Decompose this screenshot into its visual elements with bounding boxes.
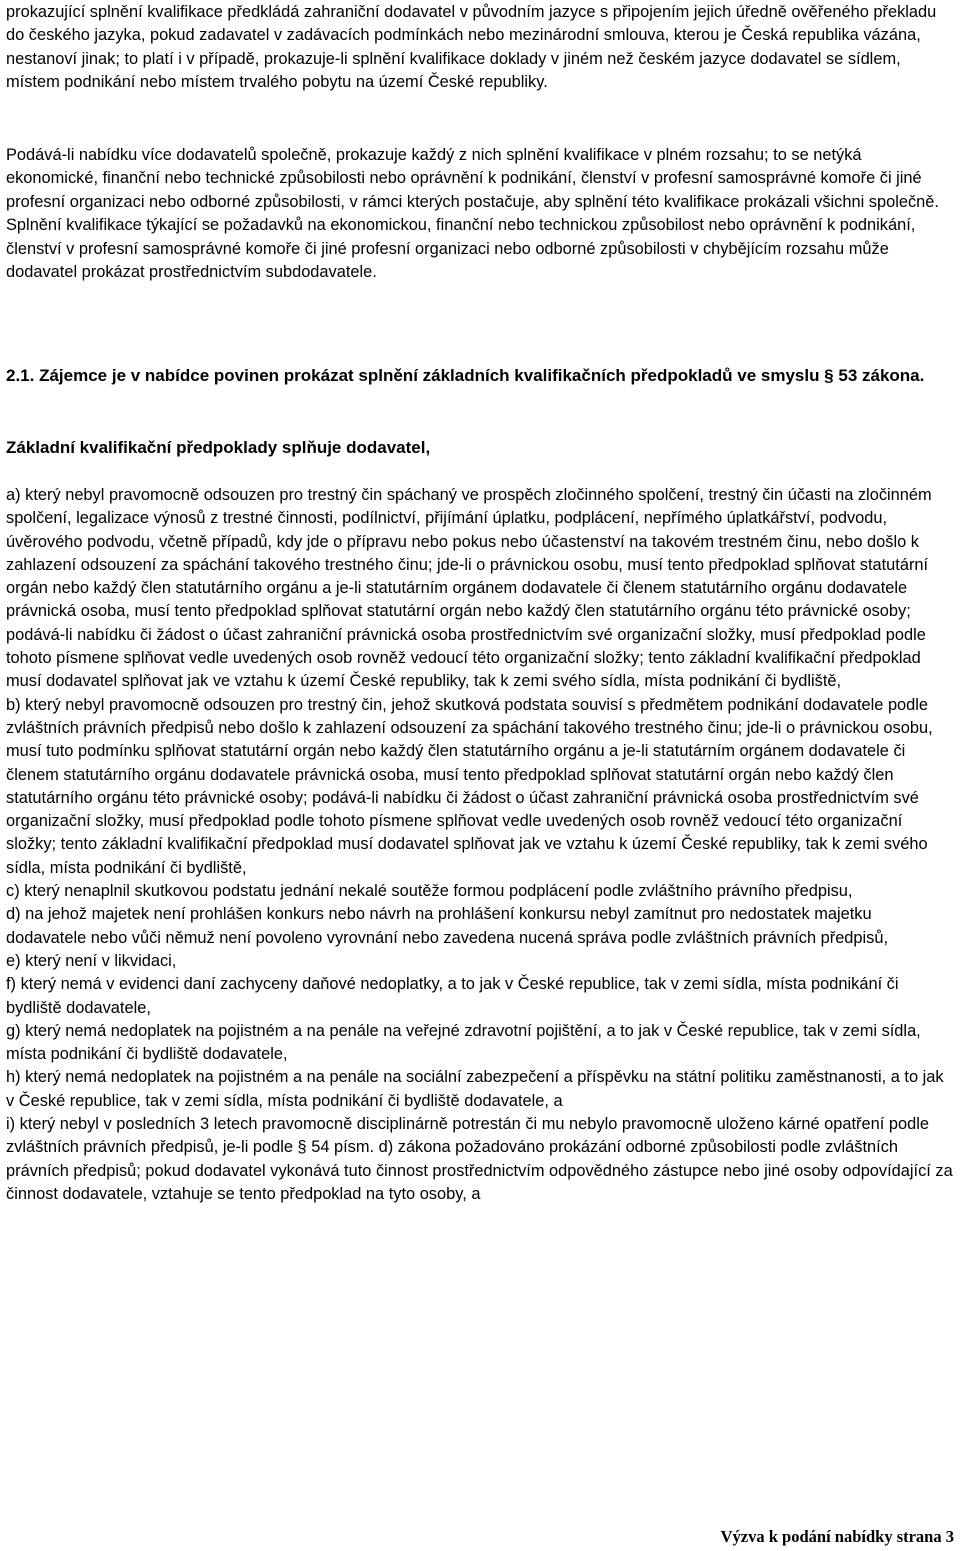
list-item-h: h) který nemá nedoplatek na pojistném a na penále na sociální zabezpečení a příspěvku na státní politiku zaměstnanosti, a to jak v České republice, tak v zemi sídla, místa podnikání či bydliště dodavatele, a [6, 1068, 944, 1110]
list-item-f: f) který nemá v evidenci daní zachyceny daňové nedoplatky, a to jak v České republice, tak v zemi sídla, místa podnikání či bydliště dodavatele, [6, 975, 899, 1017]
list-item-i: i) který nebyl v posledních 3 letech pravomocně disciplinárně potrestán či mu nebylo pravomocně uloženo kárné opatření podle zvláštních právních předpisů, je-li podle § 54 písm. d) zákona požadováno prokázání odborné způsobilosti podle zvláštních právních předpisů; pokud dodavatel vykonává tuto činnost prostřednictvím odpovědného zástupce nebo jiné osoby odpovídající za činnost dodavatele, vztahuje se tento předpoklad na tyto osoby, a [6, 1115, 953, 1203]
list-item-b: b) který nebyl pravomocně odsouzen pro trestný čin, jehož skutková podstata souvisí s předmětem podnikání dodavatele podle zvláštních právních předpisů nebo došlo k zahlazení odsouzení za spáchání takového trestného činu; jde-li o právnickou osobu, musí tuto podmínku splňovat statutární orgán nebo každý člen statutárního orgánu a je-li statutárním orgánem dodavatele či členem statutárního orgánu dodavatele právnická osoba, musí tento předpoklad splňovat statutární orgán nebo každý člen statutárního orgánu této právnické osoby; podává-li nabídku či žádost o účast zahraniční právnická osoba prostřednictvím své organizační složky, musí předpoklad podle tohoto písmene splňovat vedle uvedených osob rovněž vedoucí této organizační složky; tento základní kvalifikační předpoklad musí dodavatel splňovat jak ve vztahu k území České republiky, tak k zemi svého sídla, místa podnikání či bydliště, [6, 695, 933, 877]
page-footer: Výzva k podání nabídky strana 3 [720, 1527, 954, 1546]
qualification-list [6, 484, 956, 1206]
list-item-e: e) který není v likvidaci, [6, 951, 177, 970]
subsection-heading: Základní kvalifikační předpoklady splňuje dodavatel, [6, 438, 431, 457]
list-item-g: g) který nemá nedoplatek na pojistném a na penále na veřejné zdravotní pojištění, a to jak v České republice, tak v zemi sídla, místa podnikání či bydliště dodavatele, [6, 1021, 921, 1064]
section-heading: 2.1. Zájemce je v nabídce povinen prokázat splnění základních kvalifikačních předpokladů ve smyslu § 53 zákona. [6, 366, 925, 385]
list-item-d: d) na jehož majetek není prohlášen konkurs nebo návrh na prohlášení konkursu nebyl zamítnut pro nedostatek majetku dodavatele nebo vůči němuž není povoleno vyrovnání nebo zavedena nucená správa podle zvláštních právních předpisů, [6, 905, 889, 947]
joint-bid-paragraph: Podává-li nabídku více dodavatelů společně, prokazuje každý z nich splnění kvalifikace v plném rozsahu; to se netýká ekonomické, finanční nebo technické způsobilosti nebo oprávnění k podnikání, členství v profesní samosprávné komoře či jiné profesní organizaci nebo odborné způsobilosti, v rámci kterých postačuje, aby splnění této kvalifikace prokázali všichni společně. Splnění kvalifikace týkající se požadavků na ekonomickou, finanční nebo technickou způsobilost nebo oprávnění k podnikání, členství v profesní samosprávné komoře či jiné profesní organizaci nebo odborné způsobilosti v chybějícím rozsahu může dodavatel prokázat prostřednictvím subdodavatele. [6, 146, 939, 282]
intro-paragraph: prokazující splnění kvalifikace předkládá zahraniční dodavatel v původním jazyce s připojením jejich úředně ověřeného překladu do českého jazyka, pokud zadavatel v zadávacích podmínkách nebo mezinárodní smlouva, kterou je Česká republika vázána, nestanoví jinak; to platí i v případě, prokazuje-li splnění kvalifikace doklady v jiném než českém jazyce dodavatel se sídlem, místem podnikání nebo místem trvalého pobytu na území České republiky. [6, 3, 937, 92]
list-item-a: a) který nebyl pravomocně odsouzen pro trestný čin spáchaný ve prospěch zločinného spolčení, trestný čin účasti na zločinném spolčení, legalizace výnosů z trestné činnosti, podílnictví, přijímání úplatku, podplácení, nepřímého úplatkářství, podvodu, úvěrového podvodu, včetně případů, kdy jde o přípravu nebo pokus nebo účastenství na takovém trestném činu, nebo došlo k zahlazení odsouzení za spáchání takového trestného činu; jde-li o právnickou osobu, musí tento předpoklad splňovat statutární orgán nebo každý člen statutárního orgánu a je-li statutárním orgánem dodavatele či členem statutárního orgánu dodavatele právnická osoba, musí tento předpoklad splňovat statutární orgán nebo každý člen statutárního orgánu této právnické osoby; podává-li nabídku či žádost o účast zahraniční právnická osoba prostřednictvím své organizační složky, musí předpoklad podle tohoto písmene splňovat vedle uvedených osob rovněž vedoucí této organizační složky; tento základní kvalifikační předpoklad musí dodavatel splňovat jak ve vztahu k území České republiky, tak k zemi svého sídla, místa podnikání či bydliště, [6, 486, 932, 691]
list-item-c: c) který nenaplnil skutkovou podstatu jednání nekalé soutěže formou podplácení podle zvláštního právního předpisu, [6, 882, 853, 901]
